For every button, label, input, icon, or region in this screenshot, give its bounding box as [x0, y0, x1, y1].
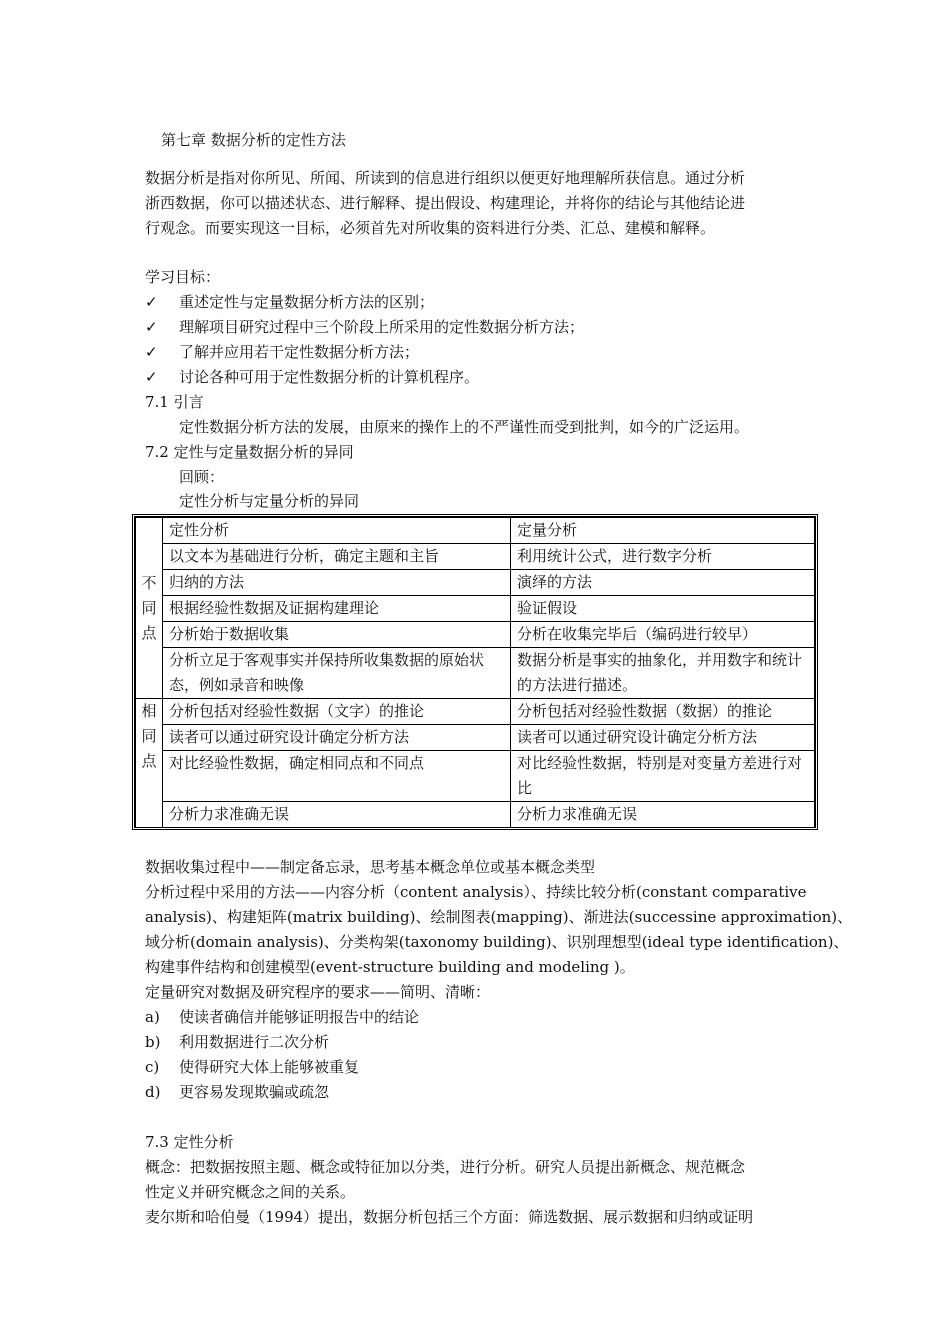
comparison-table [132, 514, 818, 830]
body-line: 分析过程中采用的方法——内容分析（content analysis）、持续比较分析(constant comparative [145, 883, 807, 901]
differences-group-label: 不 同 点 [136, 518, 163, 699]
table-row [136, 725, 815, 751]
table-cell: 读者可以通过研究设计确定分析方法 [511, 725, 815, 751]
list-item: 使得研究大体上能够被重复 [179, 1058, 360, 1076]
table-cell: 验证假设 [511, 596, 815, 622]
body-line: 数据收集过程中——制定备忘录，思考基本概念单位或基本概念类型 [145, 858, 596, 876]
body-line: 定量研究对数据及研究程序的要求——简明、清晰： [145, 983, 491, 1001]
list-item: 使读者确信并能够证明报告中的结论 [179, 1008, 420, 1026]
body-line: 域分析(domain analysis)、分类构架(taxonomy building)、识别理想型(ideal type identification)、 [145, 933, 849, 951]
objective-item: 理解项目研究过程中三个阶段上所采用的定性数据分析方法； [179, 318, 585, 336]
similarities-group-label: 相 同 点 [136, 699, 163, 828]
table-cell: 对比经验性数据，确定相同点和不同点 [163, 751, 511, 802]
table-row [136, 751, 815, 802]
table-caption: 定性分析与定量分析的异同 [179, 492, 360, 510]
table-header-row [136, 518, 815, 544]
table-cell: 分析力求准确无误 [163, 802, 511, 828]
table-row [136, 699, 815, 725]
intro-line: 行观念。而要实现这一目标，必须首先对所收集的资料进行分类、汇总、建模和解释。 [145, 219, 716, 237]
table-row [136, 544, 815, 570]
check-icon: ✓ [145, 293, 158, 311]
section-7-1-text: 定性数据分析方法的发展，由原来的操作上的不严谨性而受到批判，如今的广泛运用。 [179, 418, 750, 436]
table-cell: 分析始于数据收集 [163, 622, 511, 648]
check-icon: ✓ [145, 318, 158, 336]
objective-item: 重述定性与定量数据分析方法的区别； [179, 293, 435, 311]
table-cell: 分析在收集完毕后（编码进行较早） [511, 622, 815, 648]
table-cell: 利用统计公式，进行数字分析 [511, 544, 815, 570]
review-label: 回顾： [179, 468, 225, 486]
intro-line: 数据分析是指对你所见、所闻、所读到的信息进行组织以便更好地理解所获信息。通过分析 [145, 169, 746, 187]
list-marker: c) [145, 1058, 160, 1076]
table-row [136, 570, 815, 596]
intro-line: 浙西数据，你可以描述状态、进行解释、提出假设、构建理论，并将你的结论与其他结论进 [145, 194, 746, 212]
table-header-cell: 定量分析 [511, 518, 815, 544]
table-row [136, 622, 815, 648]
table-row [136, 596, 815, 622]
objective-item: 讨论各种可用于定性数据分析的计算机程序。 [179, 368, 480, 386]
list-marker: d) [145, 1083, 161, 1101]
table-cell: 归纳的方法 [163, 570, 511, 596]
table-cell: 数据分析是事实的抽象化，并用数字和统计的方法进行描述。 [511, 648, 815, 699]
table-cell: 分析包括对经验性数据（数据）的推论 [511, 699, 815, 725]
table-cell: 分析力求准确无误 [511, 802, 815, 828]
body-line: analysis)、构建矩阵(matrix building)、绘制图表(mapping)、渐进法(successine approximation)、 [145, 908, 853, 926]
table-cell: 对比经验性数据，特别是对变量方差进行对比 [511, 751, 815, 802]
section-7-1-heading: 7.1 引言 [145, 393, 204, 411]
chapter-title: 第七章 数据分析的定性方法 [161, 131, 346, 149]
table-cell: 以文本为基础进行分析，确定主题和主旨 [163, 544, 511, 570]
table-cell: 分析立足于客观事实并保持所收集数据的原始状态，例如录音和映像 [163, 648, 511, 699]
body-line: 构建事件结构和创建模型(event-structure building and modeling )。 [145, 958, 635, 976]
section-7-3-heading: 7.3 定性分析 [145, 1133, 234, 1151]
table-row [136, 802, 815, 828]
list-marker: a) [145, 1008, 160, 1026]
section-7-2-heading: 7.2 定性与定量数据分析的异同 [145, 443, 354, 461]
table-header-cell: 定性分析 [163, 518, 511, 544]
objectives-heading: 学习目标： [145, 268, 221, 286]
table-row [136, 648, 815, 699]
table-cell: 演绎的方法 [511, 570, 815, 596]
check-icon: ✓ [145, 368, 158, 386]
list-marker: b) [145, 1033, 161, 1051]
body-line: 麦尔斯和哈伯曼（1994）提出，数据分析包括三个方面：筛选数据、展示数据和归纳或证明 [145, 1208, 754, 1226]
check-icon: ✓ [145, 343, 158, 361]
table-cell: 读者可以通过研究设计确定分析方法 [163, 725, 511, 751]
body-line: 概念：把数据按照主题、概念或特征加以分类，进行分析。研究人员提出新概念、规范概念 [145, 1158, 746, 1176]
objective-item: 了解并应用若干定性数据分析方法； [179, 343, 420, 361]
list-item: 利用数据进行二次分析 [179, 1033, 330, 1051]
table-cell: 根据经验性数据及证据构建理论 [163, 596, 511, 622]
table-cell: 分析包括对经验性数据（文字）的推论 [163, 699, 511, 725]
list-item: 更容易发现欺骗或疏忽 [179, 1083, 330, 1101]
body-line: 性定义并研究概念之间的关系。 [145, 1183, 356, 1201]
